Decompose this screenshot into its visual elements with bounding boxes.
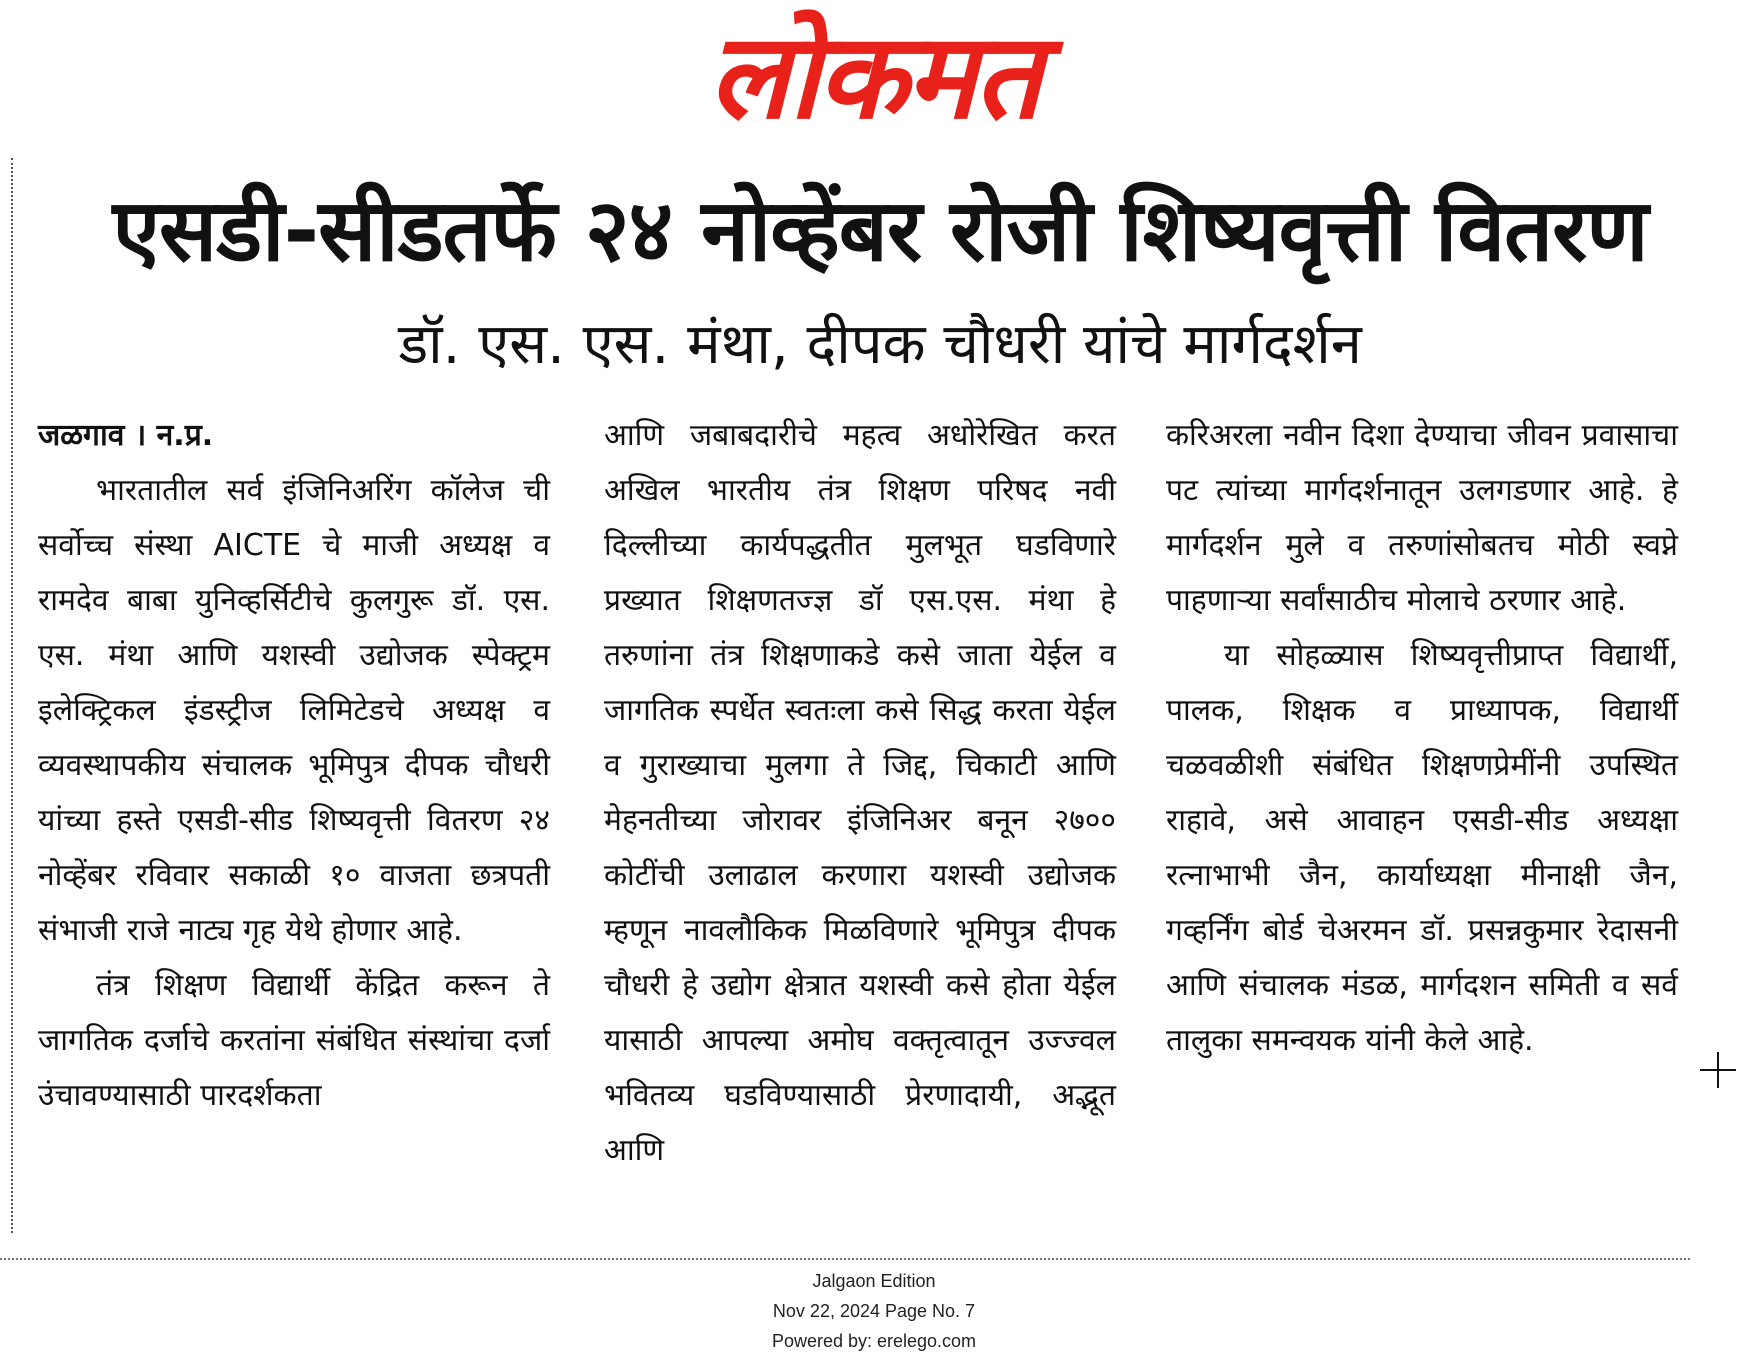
left-column-rule bbox=[11, 158, 13, 1233]
masthead-title: लोकमत bbox=[708, 6, 1040, 145]
article-subheadline: डॉ. एस. एस. मंथा, दीपक चौधरी यांचे मार्गदर्शन bbox=[398, 312, 1362, 377]
article-column-1 bbox=[38, 408, 550, 1123]
masthead-logo bbox=[0, 6, 1748, 146]
article-column-3 bbox=[1166, 408, 1678, 1068]
article-paragraph: या सोहळ्यास शिष्यवृत्तीप्राप्त विद्यार्थी, पालक, शिक्षक व प्राध्यापक, विद्यार्थी चळवळीशी संबंधित शिक्षणप्रेमींनी उपस्थित राहावे, असे आवाहन एसडी-सीड अध्यक्षा रत्नाभाभी जैन, कार्याध्यक्षा मीनाक्षी जैन, गव्हर्निंग बोर्ड चेअरमन डॉ. प्रसन्नकुमार रेदासनी आणि संचालक मंडळ, मार्गदशन समिती व सर्व तालुका समन्वयक यांनी केले आहे. bbox=[1166, 638, 1678, 1058]
article-paragraph: करिअरला नवीन दिशा देण्याचा जीवन प्रवासाचा पट त्यांच्या मार्गदर्शनातून उलगडणार आहे. हे मार्गदर्शन मुले व तरुणांसोबतच मोठी स्वप्ने पाहणाऱ्या सर्वांसाठीच मोलाचे ठरणार आहे. bbox=[1166, 418, 1678, 618]
footer-date-page: Nov 22, 2024 Page No. 7 bbox=[772, 1301, 976, 1321]
article-column-2 bbox=[604, 408, 1116, 1178]
article-headline: एसडी-सीडतर्फे २४ नोव्हेंबर रोजी शिष्यवृत्ती वितरण bbox=[112, 181, 1648, 281]
page-footer bbox=[0, 1266, 1748, 1356]
article-paragraph: भारतातील सर्व इंजिनिअरिंग कॉलेज ची सर्वोच्च संस्था AICTE चे माजी अध्यक्ष व रामदेव बाबा युनिव्हर्सिटीचे कुलगुरू डॉ. एस. एस. मंथा आणि यशस्वी उद्योजक स्पेक्ट्रम इलेक्ट्रिकल इंडस्ट्रीज लिमिटेडचे अध्यक्ष व व्यवस्थापकीय संचालक भूमिपुत्र दीपक चौधरी यांच्या हस्ते एसडी-सीड शिष्यवृत्ती वितरण २४ नोव्हेंबर रविवार सकाळी १० वाजता छत्रपती संभाजी राजे नाट्य गृह येथे होणार आहे. bbox=[38, 473, 550, 948]
footer-edition: Jalgaon Edition bbox=[812, 1271, 936, 1291]
crop-mark-icon bbox=[1700, 1052, 1736, 1088]
footer-powered-by: Powered by: erelego.com bbox=[771, 1331, 977, 1351]
article-dateline: जळगाव । न.प्र. bbox=[38, 418, 214, 453]
article-paragraph: आणि जबाबदारीचे महत्व अधोरेखित करत अखिल भारतीय तंत्र शिक्षण परिषद नवी दिल्लीच्या कार्यपद्धतीत मुलभूत घडविणारे प्रख्यात शिक्षणतज्ज्ञ डॉ एस.एस. मंथा हे तरुणांना तंत्र शिक्षणाकडे कसे जाता येईल व जागतिक स्पर्धेत स्वतःला कसे सिद्ध करता येईल व गुराख्याचा मुलगा ते जिद्द, चिकाटी आणि मेहनतीच्या जोरावर इंजिनिअर बनून २७०० कोटींची उलाढाल करणारा यशस्वी उद्योजक म्हणून नावलौकिक मिळविणारे भूमिपुत्र दीपक चौधरी हे उद्योग क्षेत्रात यशस्वी कसे होता येईल यासाठी आपल्या अमोघ वक्तृत्वातून उज्ज्वल भवितव्य घडविण्यासाठी प्रेरणादायी, अद्भूत आणि bbox=[604, 418, 1116, 1168]
article-paragraph: तंत्र शिक्षण विद्यार्थी केंद्रित करून ते जागतिक दर्जाचे करतांना संबंधित संस्थांचा दर्जा उंचावण्यासाठी पारदर्शकता bbox=[38, 968, 550, 1113]
footer-divider bbox=[0, 1258, 1690, 1260]
